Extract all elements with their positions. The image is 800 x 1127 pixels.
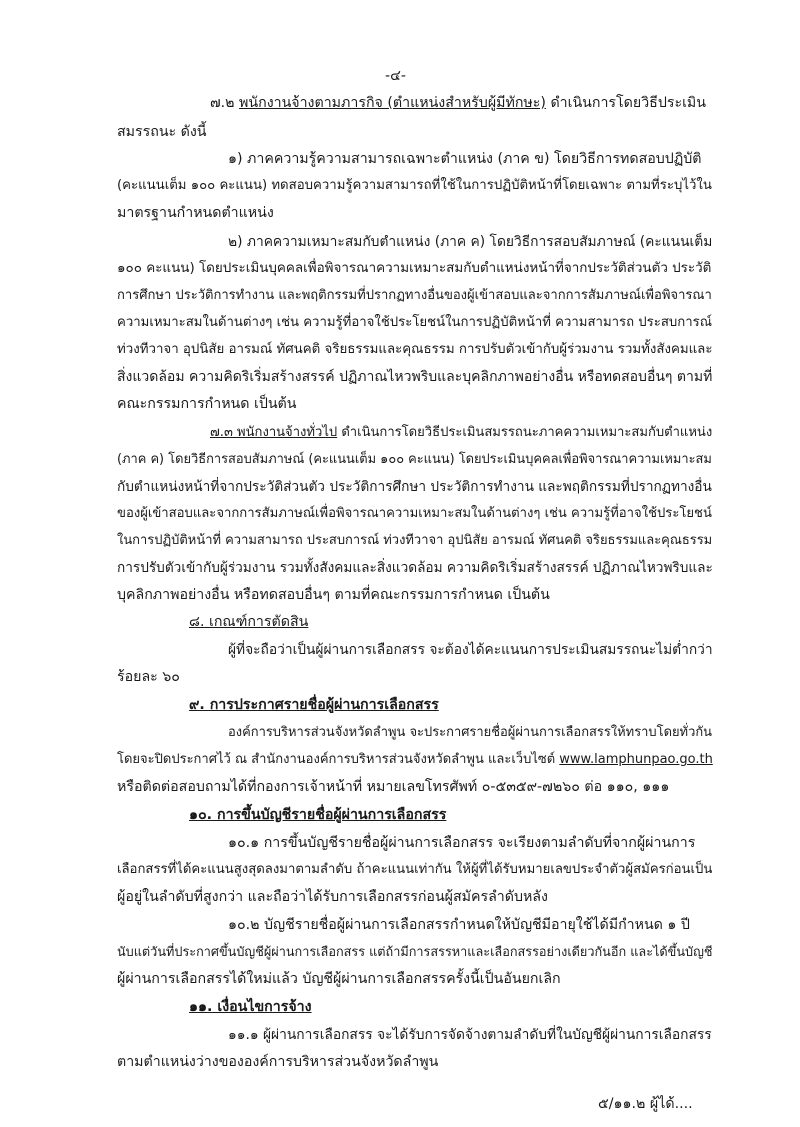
section-7-3-line: บุคลิกภาพอย่างอื่น หรือทดสอบอื่นๆ ตามที่คณะกรรมการกำหนด เป็นต้น — [117, 587, 550, 603]
section-9-line-3: หรือติดต่อสอบถามได้ที่กองการเจ้าหน้าที่ หมายเลขโทรศัพท์ ๐-๕๓๕๙-๗๒๖๐ ต่อ ๑๑๐, ๑๑๑ — [117, 779, 670, 795]
section-8-line: ผู้ที่จะถือว่าเป็นผู้ผ่านการเลือกสรร จะต้องได้คะแนนการประเมินสมรรถนะไม่ต่ำกว่า — [228, 642, 713, 658]
section-10-heading: ๑๐. การขึ้นบัญชีรายชื่อผู้ผ่านการเลือกสรร — [189, 807, 447, 823]
section-7-3-heading-line — [210, 423, 712, 443]
continuation-note: ๕/๑๑.๒ ผู้ได้.... — [598, 1096, 693, 1112]
section-7-2-p2-line: ๒) ภาคความเหมาะสมกับตำแหน่ง (ภาค ค) โดยวิธีการสอบสัมภาษณ์ (คะแนนเต็ม — [228, 234, 713, 250]
section-7-3-line: (ภาค ค) โดยวิธีการสอบสัมภาษณ์ (คะแนนเต็ม ๑๐๐ คะแนน) โดยประเมินบุคคลเพื่อพิจารณาความเหมาะสม — [117, 452, 712, 467]
section-7-2-p1-line: (คะแนนเต็ม ๑๐๐ คะแนน) ทดสอบความรู้ความสามารถที่ใช้ในการปฏิบัติหน้าที่โดยเฉพาะ ตามที่ระบุไว้ใน — [117, 178, 712, 193]
section-9-line-2 — [117, 750, 713, 770]
section-7-2-heading-rest: ดำเนินการโดยวิธีประเมิน — [550, 95, 706, 111]
section-7-2-p1-line: ๑) ภาคความรู้ความสามารถเฉพาะตำแหน่ง (ภาค ข) โดยวิธีการทดสอบปฏิบัติ — [228, 151, 702, 167]
section-7-2-p2-line: การศึกษา ประวัติการทำงาน และพฤติกรรมที่ปรากฏทางอื่นของผู้เข้าสอบและจากการสัมภาษณ์เพื่อพิจารณา — [117, 288, 712, 303]
section-8-heading: ๘. เกณฑ์การตัดสิน — [189, 614, 309, 630]
website-link[interactable]: www.lamphunpao.go.th — [559, 752, 713, 767]
section-7-2-p2-line: ๑๐๐ คะแนน) โดยประเมินบุคคลเพื่อพิจารณาความเหมาะสมกับตำแหน่งหน้าที่จากประวัติส่วนตัว ประวัติ — [117, 261, 712, 276]
section-7-3-line: การปรับตัวเข้ากับผู้ร่วมงาน รวมทั้งสังคมและสิ่งแวดล้อม ความคิดริเริ่มสร้างสรรค์ ปฏิภาณไหวพริบและ — [117, 560, 713, 576]
section-7-2-p2-line: สิ่งแวดล้อม ความคิดริเริ่มสร้างสรรค์ ปฏิภาณไหวพริบและบุคลิกภาพอย่างอื่น หรือทดสอบอื่นๆ ตามที่ — [117, 369, 713, 385]
section-7-2-heading: พนักงานจ้างตามภารกิจ (ตำแหน่งสำหรับผู้มีทักษะ) — [239, 95, 546, 111]
section-7-2-p2-line: คณะกรรมการกำหนด เป็นต้น — [117, 396, 297, 412]
section-7-2-p2-line: ความเหมาะสมในด้านต่างๆ เช่น ความรู้ที่อาจใช้ประโยชน์ในการปฏิบัติหน้าที่ ความสามารถ ประสบการณ์ — [117, 315, 712, 330]
section-11-heading: ๑๑. เงื่อนไขการจ้าง — [189, 999, 312, 1015]
section-7-3-line: ของผู้เข้าสอบและจากการสัมภาษณ์เพื่อพิจารณาความเหมาะสมในด้านต่างๆ เช่น ความรู้ที่อาจใช้ประโยชน์ — [117, 506, 712, 521]
section-7-2-p2-line: ท่วงทีวาจา อุปนิสัย อารมณ์ ทัศนคติ จริยธรรมและคุณธรรม การปรับตัวเข้ากับผู้ร่วมงาน รวมทั้งสังคมและ — [117, 342, 713, 357]
section-7-3-line: กับตำแหน่งหน้าที่จากประวัติส่วนตัว ประวัติการศึกษา ประวัติการทำงาน และพฤติกรรมที่ปรากฏทางอื่น — [117, 479, 712, 495]
section-7-2-p1-line: มาตรฐานกำหนดตำแหน่ง — [117, 205, 274, 221]
section-10-p1-line: เลือกสรรที่ได้คะแนนสูงสุดลงมาตามลำดับ ถ้าคะแนนเท่ากัน ให้ผู้ที่ได้รับหมายเลขประจำตัวผู้สมัครก่อนเป็น — [117, 862, 713, 877]
section-7-3-heading: ๗.๓ พนักงานจ้างทั่วไป — [210, 425, 338, 440]
section-10-p1-line: ผู้อยู่ในลำดับที่สูงกว่า และถือว่าได้รับการเลือกสรรก่อนผู้สมัครลำดับหลัง — [117, 889, 548, 905]
section-9-heading: ๙. การประกาศรายชื่อผู้ผ่านการเลือกสรร — [189, 697, 439, 713]
section-7-3-line: ในการปฏิบัติหน้าที่ ความสามารถ ประสบการณ์ ท่วงทีวาจา อุปนิสัย อารมณ์ ทัศนคติ จริยธรรมและคุณธรรม — [117, 533, 713, 548]
section-7-2-line-2: สมรรถนะ ดังนี้ — [117, 124, 207, 140]
section-7-3-heading-rest: ดำเนินการโดยวิธีประเมินสมรรถนะภาคความเหมาะสมกับตำแหน่ง — [341, 425, 713, 440]
section-10-p2-line: นับแต่วันที่ประกาศขึ้นบัญชีผู้ผ่านการเลือกสรร แต่ถ้ามีการสรรหาและเลือกสรรอย่างเดียวกันอีก และได้ขึ้นบัญชี — [117, 944, 713, 959]
page-number: -๔- — [385, 68, 406, 84]
section-9-line-1: องค์การบริหารส่วนจังหวัดลำพูน จะประกาศรายชื่อผู้ผ่านการเลือกสรรให้ทราบโดยทั่วกัน — [228, 725, 713, 740]
section-7-2-number: ๗.๒ — [210, 95, 235, 111]
section-10-p2-line: ผู้ผ่านการเลือกสรรได้ใหม่แล้ว บัญชีผู้ผ่านการเลือกสรรครั้งนี้เป็นอันยกเลิก — [117, 971, 561, 987]
section-7-2-heading-line — [210, 93, 706, 113]
section-11-p1-line: ๑๑.๑ ผู้ผ่านการเลือกสรร จะได้รับการจัดจ้างตามลำดับที่ในบัญชีผู้ผ่านการเลือกสรร — [228, 1027, 712, 1043]
section-8-line: ร้อยละ ๖๐ — [117, 669, 180, 685]
section-11-p1-line: ตามตำแหน่งว่างขององค์การบริหารส่วนจังหวัดลำพูน — [117, 1054, 439, 1070]
section-10-p1-line: ๑๐.๑ การขึ้นบัญชีรายชื่อผู้ผ่านการเลือกสรร จะเรียงตามลำดับที่จากผู้ผ่านการ — [228, 835, 696, 851]
section-10-p2-line: ๑๐.๒ บัญชีรายชื่อผู้ผ่านการเลือกสรรกำหนดให้บัญชีมีอายุใช้ได้มีกำหนด ๑ ปี — [228, 917, 690, 933]
section-9-line-2-text: โดยจะปิดประกาศไว้ ณ สำนักงานองค์การบริหารส่วนจังหวัดลำพูน และเว็บไซต์ — [117, 752, 556, 767]
